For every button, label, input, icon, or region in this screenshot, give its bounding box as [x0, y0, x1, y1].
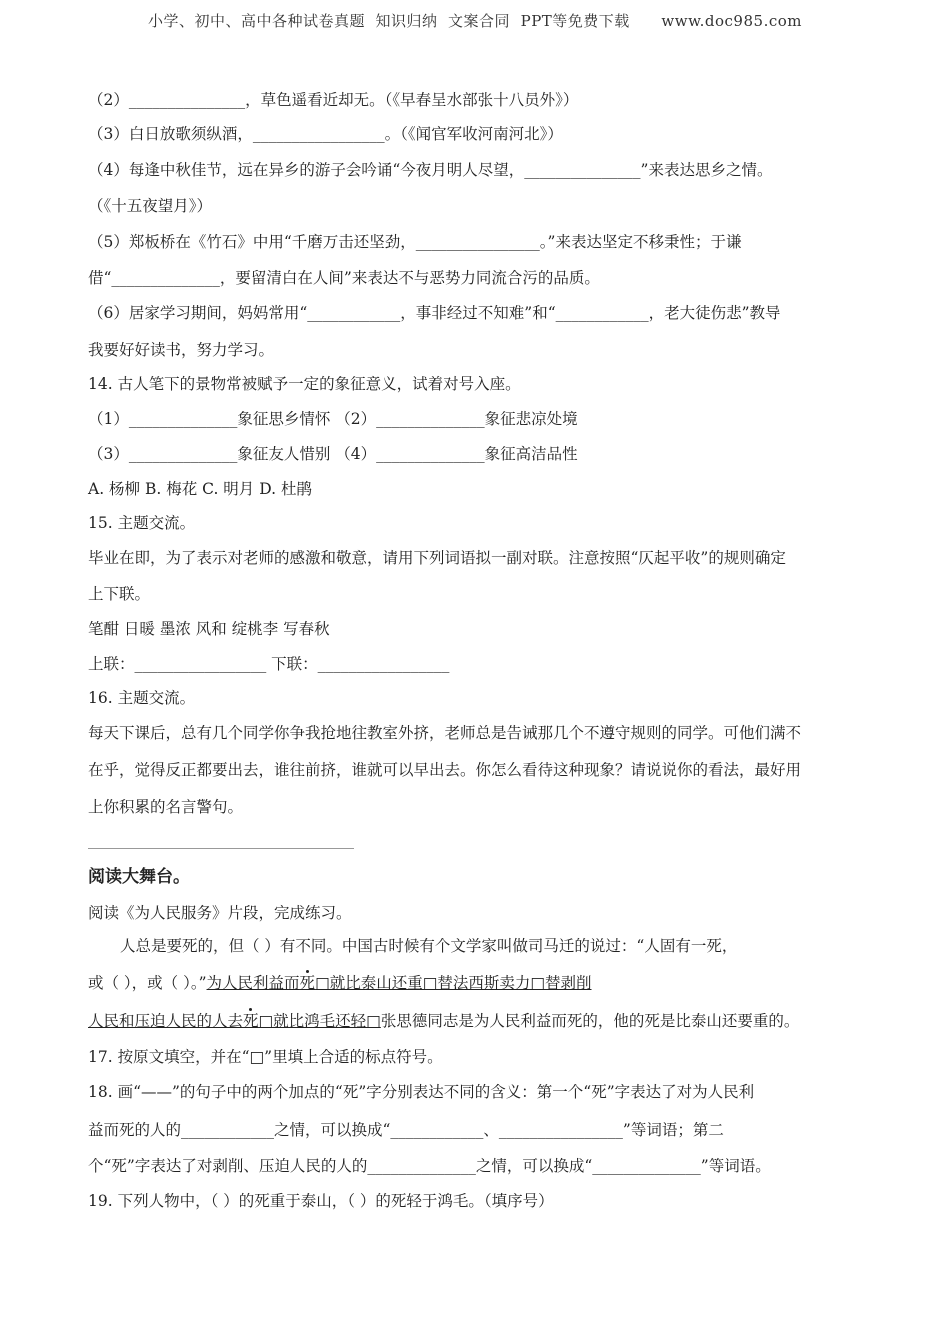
q15-text: 毕业在即，为了表示对老师的感激和敬意，请用下列词语拟一副对联。注意按照“仄起平收”的规则确定 [88, 549, 786, 567]
question-16: 16. 主题交流。 [88, 689, 196, 707]
question-17: 17. 按原文填空，并在“□”里填上合适的标点符号。 [88, 1048, 443, 1066]
fill-line-5: （5）郑板桥在《竹石》中用“千磨万击还坚劲，________________。”来表达坚定不移秉性；于谦 [88, 233, 742, 251]
fill-line-5-cont: 借“______________，要留清白在人间”来表达不与恶势力同流合污的品质。 [88, 269, 600, 287]
q15-text-cont: 上下联。 [88, 585, 151, 603]
section-title: 阅读大舞台。 [88, 867, 190, 887]
q14-row-2: （3）______________象征友人惜别 （4）______________象征高洁品性 [88, 445, 578, 463]
underlined-sentence [88, 1012, 381, 1030]
reading-intro: 阅读《为人民服务》片段，完成练习。 [88, 904, 352, 922]
q16-text-1: 每天下课后，总有几个同学你争我抢地往教室外挤，老师总是告诫那几个不遵守规则的同学。可他们满不 [88, 724, 802, 742]
passage-text: 或（ ），或（ ）。” [88, 974, 207, 992]
dotted-character: 死 [243, 1012, 259, 1030]
question-15: 15. 主题交流。 [88, 514, 196, 532]
passage-line-2 [88, 972, 592, 994]
fill-line-4: （4）每逢中秋佳节，远在异乡的游子会吟诵“今夜月明人尽望，_______________”来表达思乡之情。 [88, 161, 773, 179]
question-18: 18. 画“——”的句子中的两个加点的“死”字分别表达不同的含义：第一个“死”字表达了对为人民利 [88, 1083, 755, 1101]
q16-text-2: 在乎，觉得反正都要出去，谁往前挤，谁就可以早出去。你怎么看待这种现象？请说说你的看法，最好用 [88, 761, 802, 779]
page-header: 小学、初中、高中各种试卷真题 知识归纳 文案合同 PPT等免费下载 www.doc985.com [147, 12, 802, 30]
passage-text: 张思德同志是为人民利益而死的，他的死是比泰山还要重的。 [380, 1012, 800, 1030]
fill-line-2: （2）_______________，草色遥看近却无。（《早春呈水部张十八员外》） [88, 91, 579, 109]
passage-line-1: 人总是要死的，但（ ）有不同。中国古时候有个文学家叫做司马迁的说过：“人固有一死， [120, 937, 738, 955]
underlined-text: □就比泰山还重□替法西斯卖力□替剥削 [315, 974, 592, 992]
question-19: 19. 下列人物中，（ ）的死重于泰山，（ ）的死轻于鸿毛。（填序号） [88, 1192, 554, 1210]
q18-cont-1: 益而死的人的____________之情，可以换成“____________、________________”等词语；第二 [88, 1121, 724, 1139]
question-14: 14. 古人笔下的景物常被赋予一定的象征意义，试着对号入座。 [88, 375, 521, 393]
q15-words: 笔酣 日暖 墨浓 风和 绽桃李 写春秋 [88, 620, 330, 638]
underlined-sentence [207, 974, 592, 992]
fill-line-6: （6）居家学习期间，妈妈常用“____________，事非经过不知难”和“____________，老大徒伤悲”教导 [88, 304, 781, 322]
passage-line-3 [88, 1010, 799, 1032]
q18-cont-2: 个“死”字表达了对剥削、压迫人民的人的______________之情，可以换成“______________”等词语。 [88, 1157, 771, 1175]
dotted-character: 死 [299, 974, 316, 992]
q16-text-3: 上你积累的名言警句。 [88, 798, 244, 816]
q14-row-1: （1）______________象征思乡情怀 （2）______________象征悲凉处境 [88, 410, 578, 428]
fill-line-3: （3）白日放歌须纵酒，_________________。（《闻官军收河南河北》） [88, 125, 563, 143]
q15-couplet: 上联：_________________ 下联：_________________ [88, 655, 450, 673]
section-divider [88, 848, 354, 849]
underlined-text: 人民和压迫人民的人去 [88, 1012, 244, 1030]
underlined-text: 为人民利益而 [206, 974, 300, 992]
fill-line-4-source: （《十五夜望月》） [88, 197, 213, 215]
underlined-text: □就比鸿毛还轻□ [258, 1012, 381, 1030]
fill-line-6-cont: 我要好好读书，努力学习。 [88, 341, 275, 359]
q14-options: A. 杨柳 B. 梅花 C. 明月 D. 杜鹃 [88, 480, 312, 498]
